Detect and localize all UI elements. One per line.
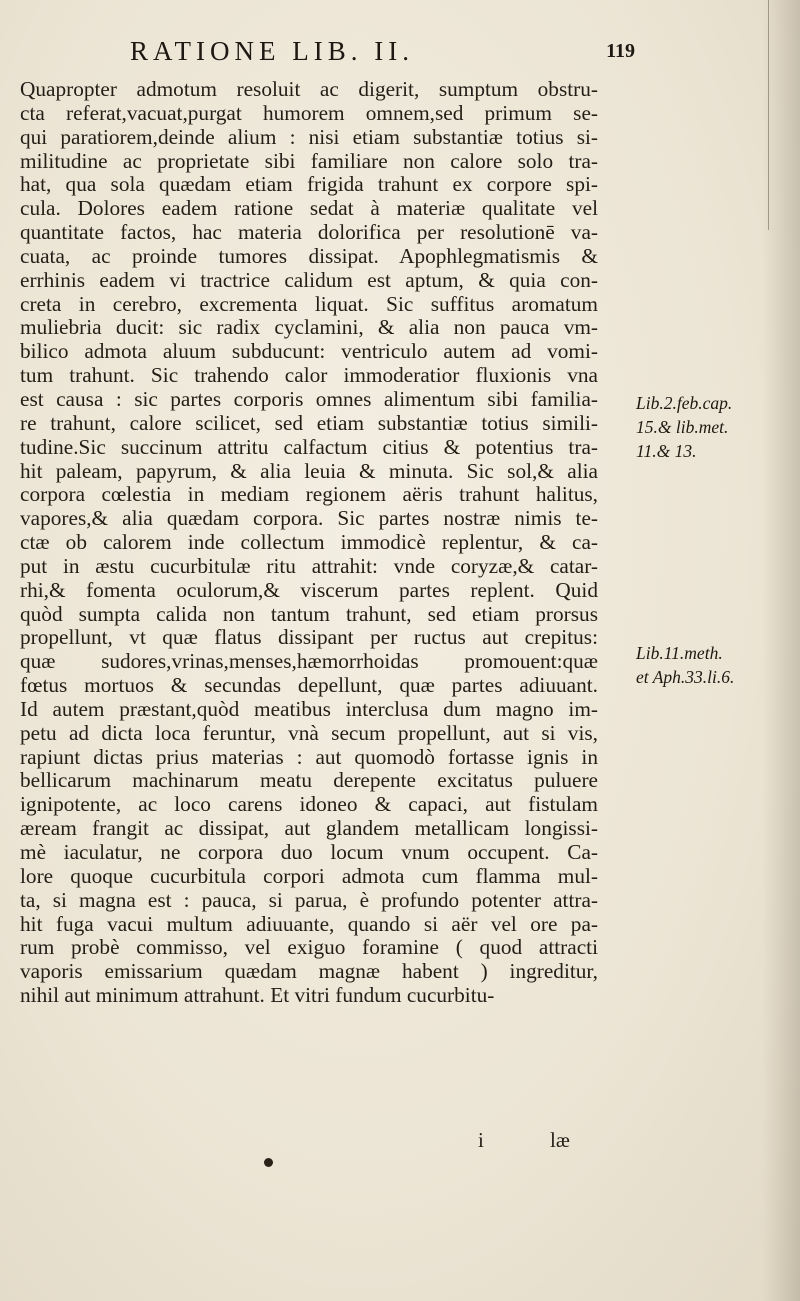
text-line: hat, qua sola quædam etiam frigida trahunt ex corpore spi- [20,172,598,197]
margin-note-1 [636,391,732,463]
text-line: rhi,& fomenta oculorum,& viscerum partes replent. Quid [20,577,598,602]
text-line: hit fuga vacui multum adiuuante, quando si aër vel ore pa- [20,911,598,936]
text-line: re trahunt, calore scilicet, sed etiam substantiæ totius simili- [20,410,598,435]
text-line: corpora cœlestia in mediam regionem aëris trahunt halitus, [20,482,598,507]
margin-note-line: 11.& 13. [636,441,697,461]
text-line: cuata, ac proinde tumores dissipat. Apophlegmatismis & [20,243,598,268]
margin-note-line: 15.& lib.met. [636,417,729,437]
text-line: bellicarum machinarum meatu derepente excitatus puluere [20,768,598,793]
text-line: quæ sudores,vrinas,menses,hæmorrhoidas promouent:quæ [20,649,598,674]
text-line: hit paleam, papyrum, & alia leuia & minuta. Sic sol,& alia [20,458,598,483]
text-line: petu ad dicta loca feruntur, vnà secum propellunt, aut si vis, [20,720,598,745]
text-line: æream frangit ac dissipat, aut glandem metallicam longissi- [20,816,598,841]
signature-mark: i [478,1128,484,1152]
margin-note-line: Lib.2.feb.cap. [636,393,733,413]
catchword: læ [550,1128,570,1152]
margin-note-2 [636,641,734,689]
text-line: rapiunt dictas prius materias : aut quomodò fortasse ignis in [20,744,598,769]
page-header [130,32,635,72]
margin-note-line: Lib.11.meth. [636,643,723,663]
text-line: quòd sumpta calida non tantum trahunt, sed etiam prorsus [20,601,598,626]
running-head: RATIONE LIB. II. [130,36,414,66]
text-line: ignipotente, ac loco carens idoneo & capaci, aut fistulam [20,792,598,817]
text-line: put in æstu cucurbitulæ ritu attrahit: vnde coryzæ,& catar- [20,553,598,578]
page-crease-mark [768,0,769,230]
text-line: bilico admota aluum subducunt: ventriculo autem ad vomi- [20,339,598,364]
text-line: est causa : sic partes corporis omnes alimentum sibi familia- [20,386,598,411]
margin-note-line: et Aph.33.li.6. [636,667,735,687]
ink-dot [264,1158,273,1167]
page-number: 119 [606,40,635,62]
text-line: nihil aut minimum attrahunt. Et vitri fundum cucurbitu- [20,983,495,1008]
text-line: vapores,& alia quædam corpora. Sic partes nostræ nimis te- [20,506,598,531]
text-line: propellunt, vt quæ flatus dissipant per ructus aut crepitus: [20,625,598,650]
text-line: fœtus mortuos & secundas depellunt, quæ partes adiuuant. [20,673,598,698]
text-line: ta, si magna est : pauca, si parua, è profundo potenter attra- [20,887,598,912]
text-line: creta in cerebro, excrementa liquat. Sic suffitus aromatum [20,291,598,316]
text-line: muliebria ducit: sic radix cyclamini, & alia non pauca vm- [20,315,598,340]
page-footer [20,1128,598,1154]
text-line: rum probè commisso, vel exiguo foramine ( quod attracti [20,935,598,960]
text-line: cta referat,vacuat,purgat humorem omnem,sed primum se- [20,100,598,125]
text-line: vaporis emissarium quædam magnæ habent ) ingreditur, [20,959,598,984]
text-line: cula. Dolores eadem ratione sedat à materiæ qualitate vel [20,196,598,221]
text-line: militudine ac proprietate sibi familiare non calore solo tra- [20,148,598,173]
text-line: ctæ ob calorem inde collectum immodicè replentur, & ca- [20,530,598,555]
text-line: mè iaculatur, ne corpora duo locum vnum occupent. Ca- [20,840,598,864]
text-line: errhinis eadem vi tractrice calidum est aptum, & quia con- [20,267,598,292]
text-line: Id autem præstant,quòd meatibus interclusa dum magno im- [20,696,598,721]
text-line: qui paratiorem,deinde alium : nisi etiam substantiæ totius si- [20,124,598,149]
text-line: tudine.Sic succinum attritu calfactum citius & potentius tra- [20,434,598,459]
text-line: quantitate factos, hac materia dolorifica per resolutionē va- [20,220,598,245]
text-line: lore quoque cucurbitula corpori admota cum flamma mul- [20,863,598,888]
main-text-block [20,78,598,1008]
text-line: tum trahunt. Sic trahendo calor immoderatior fluxionis vna [20,363,598,388]
text-line: Quapropter admotum resoluit ac digerit, sumptum obstru- [20,77,598,101]
